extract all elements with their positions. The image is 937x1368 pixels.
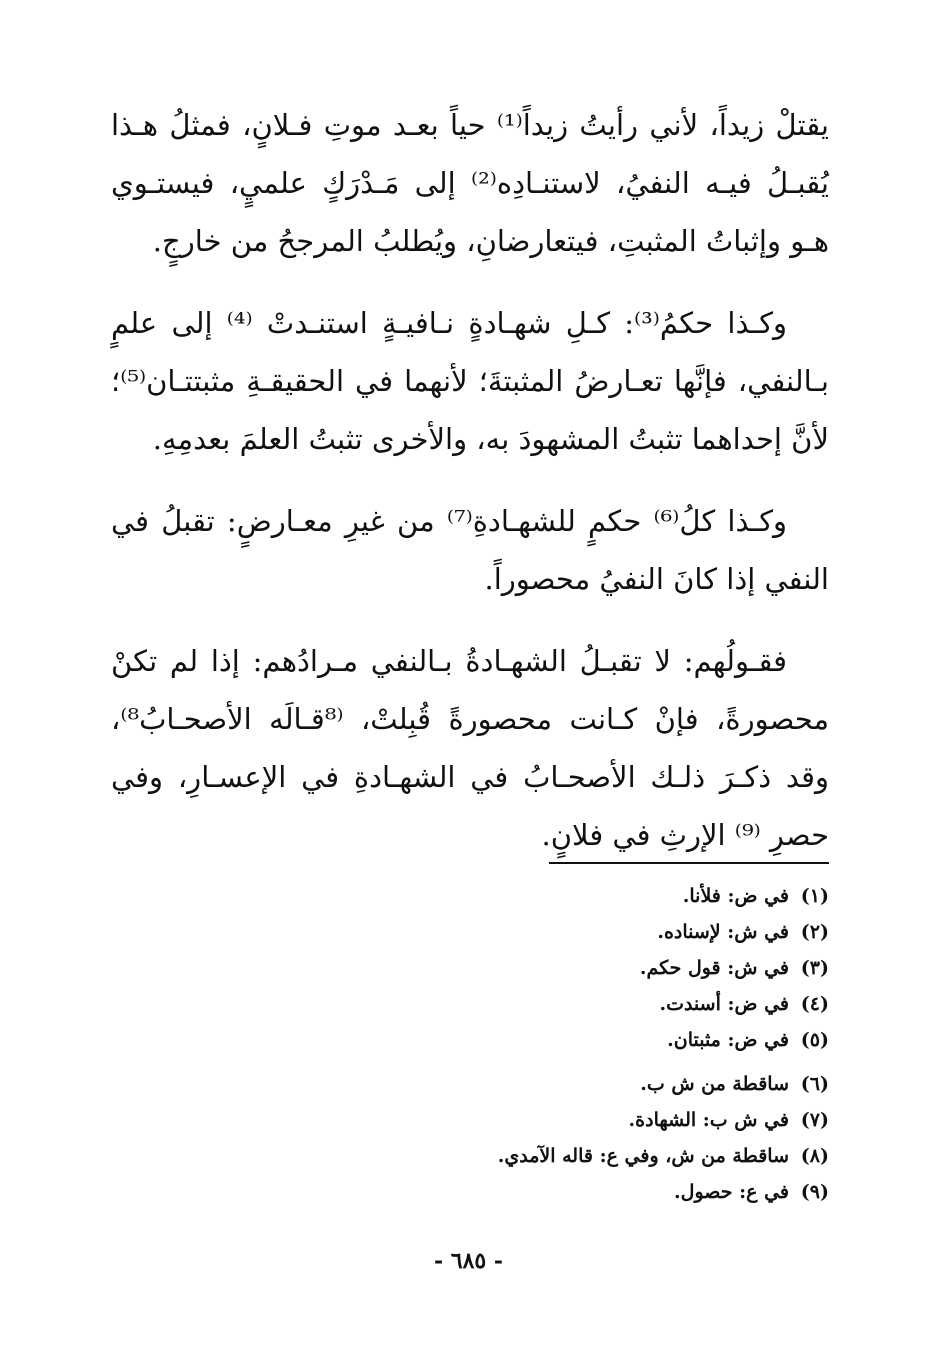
footnote-number: (١) [800, 885, 829, 907]
footnotes-list [369, 878, 829, 1210]
paragraph-4: فقـولُهم: لا تقبـلُ الشهـادةُ بـالنفي مـرادُهم: إذا لم تكنْ محصورةً، فإنْ كـانت محصورةً قُبِلتْ، ⁽⁸قـالَه الأصحـابُ⁸⁾، وقد ذكـرَ ذلـك الأصحـابُ في الشهـادةِ في الإعسـارِ، وفي حصرِ ⁽⁹⁾ الإرثِ في فلانٍ. [111, 644, 830, 852]
footnote-item [369, 950, 829, 986]
footnote-item [369, 1022, 829, 1058]
page-number: - ٦٨٥ - [433, 1248, 504, 1274]
footnote-number: (٦) [800, 1073, 829, 1095]
footnote-item [369, 986, 829, 1022]
footnote-number: (٤) [800, 993, 829, 1015]
footnote-item [369, 1102, 829, 1138]
footnote-item [369, 1138, 829, 1174]
footnote-number: (٢) [800, 921, 829, 943]
footnote-item [369, 1174, 829, 1210]
footnote-item [369, 878, 829, 914]
footnote-text: في ض: أسندت. [659, 993, 789, 1015]
footnote-text: ساقطة من ش ب. [640, 1073, 789, 1095]
footnote-number: (٩) [800, 1181, 829, 1203]
footnote-text: في ش: قول حكم. [639, 957, 789, 979]
paragraph-1: يقتلْ زيداً، لأني رأيتُ زيداً⁽¹⁾ حياً بعـد موتِ فـلانٍ، فمثلُ هـذا يُقبـلُ فيـه النفيُ، لاستنـادِه⁽²⁾ إلى مَـدْرَكٍ علميٍ، فيستـوي هـو وإثباتُ المثبتِ، فيتعارضانِ، ويُطلبُ المرجحُ من خارجٍ. [111, 108, 829, 258]
footnote-item [369, 914, 829, 950]
footnote-number: (٣) [800, 957, 829, 979]
paragraph-2: وكـذا حكمُ⁽³⁾: كـلِ شهـادةٍ نـافيـةٍ استنـدتْ ⁽⁴⁾ إلى علمٍ بـالنفي، فإنَّها تعـارضُ المثبتةَ؛ لأنهما في الحقيقـةِ مثبتتـان⁽⁵⁾؛ لأنَّ إحداهما تثبتُ المشهودَ به، والأخرى تثبتُ العلمَ بعدمِهِ. [111, 306, 829, 456]
footnote-text: في ش: لإسناده. [657, 921, 789, 943]
footnote-number: (٧) [800, 1109, 829, 1131]
footnote-text: في ض: فلأنا. [682, 885, 789, 907]
footnote-separator [549, 862, 829, 864]
footnote-number: (٨) [800, 1145, 829, 1167]
footnote-text: في ع: حصول. [674, 1181, 789, 1203]
main-text [111, 96, 829, 864]
footnote-item [369, 1066, 829, 1102]
paragraph-3: وكـذا كلُ⁽⁶⁾ حكمٍ للشهـادةِ⁽⁷⁾ من غيرِ معـارضٍ: تقبلُ في النفي إذا كانَ النفيُ محصوراً. [111, 504, 829, 596]
footnote-text: ساقطة من ش، وفي ع: قاله الآمدي. [497, 1145, 789, 1167]
footnote-text: في ش ب: الشهادة. [628, 1109, 789, 1131]
footnote-text: في ض: مثبتان. [667, 1029, 789, 1051]
footnote-number: (٥) [800, 1029, 829, 1051]
